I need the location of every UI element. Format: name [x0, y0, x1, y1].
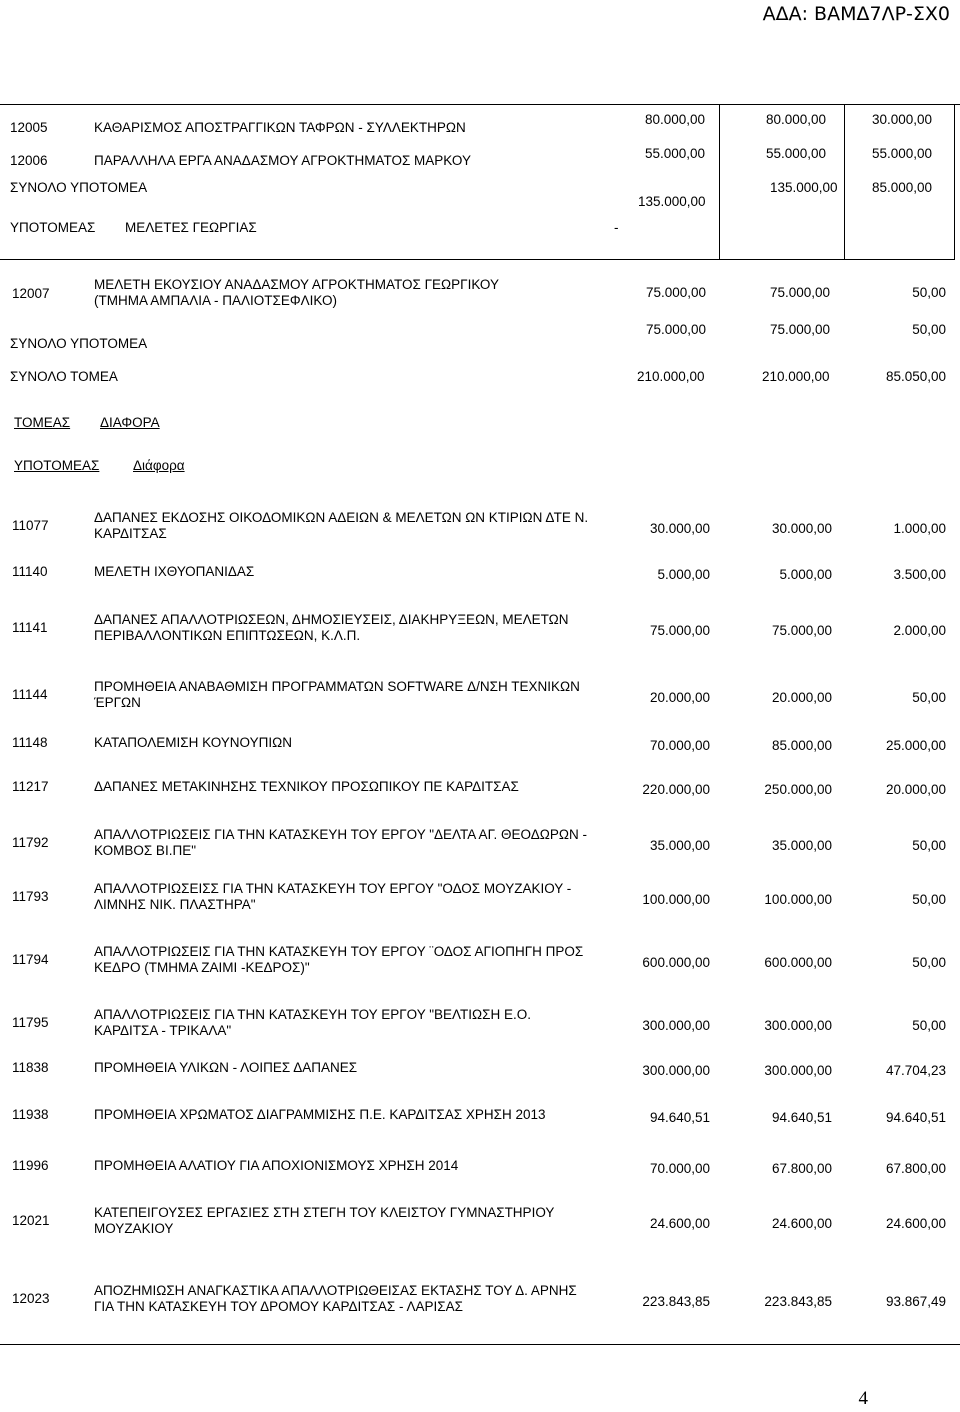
amount: 50,00: [912, 322, 946, 337]
amount: 210.000,00: [637, 369, 705, 384]
description: ΑΠΑΛΛΟΤΡΙΩΣΕΙΣ ΓΙΑ ΤΗΝ ΚΑΤΑΣΚΕΥΗ ΤΟΥ ΕΡΓΟΥ ¨ΟΔΟΣ ΑΓΙΟΠΗΓΗ ΠΡΟΣ ΚΕΔΡΟ (ΤΜΗΜΑ ΖΑΙΜΙ -ΚΕΔΡΟΣ)": [94, 944, 584, 975]
amount: 300.000,00: [764, 1063, 832, 1078]
description: ΠΡΟΜΗΘΕΙΑ ΧΡΩΜΑΤΟΣ ΔΙΑΓΡΑΜΜΙΣΗΣ Π.Ε. ΚΑΡΔΙΤΣΑΣ ΧΡΗΣΗ 2013: [94, 1107, 546, 1122]
code: 11793: [12, 889, 49, 904]
sector-label: ΤΟΜΕΑΣ: [14, 415, 71, 430]
rule: [954, 104, 955, 260]
code: 12006: [10, 153, 48, 168]
amount: 24.600,00: [771, 1216, 832, 1231]
code: 11938: [12, 1107, 49, 1122]
code: 11838: [12, 1060, 49, 1075]
rule: [0, 259, 955, 260]
description: ΠΡΟΜΗΘΕΙΑ ΥΛΙΚΩΝ - ΛΟΙΠΕΣ ΔΑΠΑΝΕΣ: [94, 1060, 358, 1075]
subtotal-label: ΣΥΝΟΛΟ ΥΠΟΤΟΜΕΑ: [10, 336, 148, 351]
subsector-label: ΥΠΟΤΟΜΕΑΣ: [10, 220, 96, 235]
amount: 80.000,00: [645, 112, 706, 127]
amount: 250.000,00: [764, 782, 832, 797]
description: ΚΑΤΕΠΕΙΓΟΥΣΕΣ ΕΡΓΑΣΙΕΣ ΣΤΗ ΣΤΕΓΗ ΤΟΥ ΚΛΕΙΣΤΟΥ ΓΥΜΝΑΣΤΗΡΙΟΥ ΜΟΥΖΑΚΙΟΥ: [94, 1205, 555, 1236]
amount: 30.000,00: [649, 521, 710, 536]
code: 11148: [12, 735, 48, 750]
amount: 85.000,00: [872, 180, 933, 195]
amount: 30.000,00: [872, 112, 933, 127]
amount: 5.000,00: [779, 567, 832, 582]
sector-name: ΔΙΑΦΟΡΑ: [100, 415, 160, 430]
amount: 50,00: [912, 285, 946, 300]
page-number: 4: [858, 1388, 868, 1409]
amount: 25.000,00: [885, 738, 946, 753]
code: 11144: [12, 687, 48, 702]
description: ΔΑΠΑΝΕΣ ΜΕΤΑΚΙΝΗΣΗΣ ΤΕΧΝΙΚΟΥ ΠΡΟΣΩΠΙΚΟΥ ΠΕ ΚΑΡΔΙΤΣΑΣ: [94, 779, 519, 794]
amount: 67.800,00: [885, 1161, 946, 1176]
amount: 75.000,00: [646, 322, 707, 337]
amount: 1.000,00: [893, 521, 946, 536]
amount: 20.000,00: [771, 690, 832, 705]
amount: 300.000,00: [642, 1018, 710, 1033]
rule: [0, 104, 960, 105]
amount: 75.000,00: [771, 623, 832, 638]
amount: 223.843,85: [764, 1294, 832, 1309]
amount: 75.000,00: [770, 322, 831, 337]
code: 12007: [12, 286, 50, 301]
amount: 5.000,00: [657, 567, 710, 582]
amount: 75.000,00: [646, 285, 707, 300]
description: ΜΕΛΕΤΗ ΕΚΟΥΣΙΟΥ ΑΝΑΔΑΣΜΟΥ ΑΓΡΟΚΤΗΜΑΤΟΣ ΓΕΩΡΓΙΚΟΥ (ΤΜΗΜΑ ΑΜΠΑΛΙΑ - ΠΑΛΙΟΤΣΕΦΛΙΚΟ): [94, 277, 499, 308]
amount: 93.867,49: [885, 1294, 946, 1309]
code: 11795: [12, 1015, 49, 1030]
amount: 50,00: [912, 690, 946, 705]
description: ΠΑΡΑΛΛΗΛΑ ΕΡΓΑ ΑΝΑΔΑΣΜΟΥ ΑΓΡΟΚΤΗΜΑΤΟΣ ΜΑΡΚΟΥ: [94, 153, 471, 168]
amount: 2.000,00: [893, 623, 946, 638]
amount: 223.843,85: [642, 1294, 710, 1309]
description: ΑΠΑΛΛΟΤΡΙΩΣΕΙΣ ΓΙΑ ΤΗΝ ΚΑΤΑΣΚΕΥΗ ΤΟΥ ΕΡΓΟΥ "ΒΕΛΤΙΩΣΗ Ε.Ο. ΚΑΡΔΙΤΣΑ - ΤΡΙΚΑΛΑ": [94, 1007, 531, 1038]
amount: 94.640,51: [649, 1110, 710, 1125]
subsector-name: Διάφορα: [133, 458, 185, 473]
code: 12021: [12, 1213, 50, 1228]
sector-total-label: ΣΥΝΟΛΟ ΤΟΜΕΑ: [10, 369, 118, 384]
amount: 70.000,00: [649, 738, 710, 753]
amount: 47.704,23: [885, 1063, 946, 1078]
description: ΚΑΘΑΡΙΣΜΟΣ ΑΠΟΣΤΡΑΓΓΙΚΩΝ ΤΑΦΡΩΝ - ΣΥΛΛΕΚΤΗΡΩΝ: [94, 120, 466, 135]
amount: 20.000,00: [649, 690, 710, 705]
amount: 50,00: [912, 892, 946, 907]
amount: 35.000,00: [649, 838, 710, 853]
code: 12023: [12, 1291, 50, 1306]
dash: -: [614, 220, 619, 235]
amount: 75.000,00: [649, 623, 710, 638]
rule: [0, 1344, 960, 1345]
amount: 85.000,00: [771, 738, 832, 753]
code: 11077: [12, 518, 49, 533]
subtotal-label: ΣΥΝΟΛΟ ΥΠΟΤΟΜΕΑ: [10, 180, 148, 195]
description: ΑΠΟΖΗΜΙΩΣΗ ΑΝΑΓΚΑΣΤΙΚΑ ΑΠΑΛΛΟΤΡΙΩΘΕΙΣΑΣ ΕΚΤΑΣΗΣ ΤΟΥ Δ. ΑΡΝΗΣ ΓΙΑ ΤΗΝ ΚΑΤΑΣΚΕΥΗ ΤΟΥ ΔΡΟΜΟΥ ΚΑΡΔΙΤΣΑΣ - ΛΑΡΙΣΑΣ: [94, 1283, 577, 1314]
code: 11996: [12, 1158, 49, 1173]
rule: [844, 104, 845, 260]
amount: 210.000,00: [762, 369, 830, 384]
description: ΑΠΑΛΛΟΤΡΙΩΣΕΙΣΣ ΓΙΑ ΤΗΝ ΚΑΤΑΣΚΕΥΗ ΤΟΥ ΕΡΓΟΥ "ΟΔΟΣ ΜΟΥΖΑΚΙΟΥ - ΛΙΜΝΗΣ ΝΙΚ. ΠΛΑΣΤΗΡΑ": [94, 881, 572, 912]
amount: 300.000,00: [642, 1063, 710, 1078]
amount: 20.000,00: [885, 782, 946, 797]
description: ΠΡΟΜΗΘΕΙΑ ΑΛΑΤΙΟΥ ΓΙΑ ΑΠΟΧΙΟΝΙΣΜΟΥΣ ΧΡΗΣΗ 2014: [94, 1158, 459, 1173]
amount: 30.000,00: [771, 521, 832, 536]
amount: 600.000,00: [764, 955, 832, 970]
rule: [719, 104, 720, 260]
subsector-name: ΜΕΛΕΤΕΣ ΓΕΩΡΓΙΑΣ: [125, 220, 257, 235]
amount: 67.800,00: [771, 1161, 832, 1176]
amount: 55.000,00: [645, 146, 706, 161]
amount: 50,00: [912, 1018, 946, 1033]
description: ΜΕΛΕΤΗ ΙΧΘΥΟΠΑΝΙΔΑΣ: [94, 564, 255, 579]
amount: 135.000,00: [638, 194, 706, 209]
description: ΔΑΠΑΝΕΣ ΑΠΑΛΛΟΤΡΙΩΣΕΩΝ, ΔΗΜΟΣΙΕΥΣΕΙΣ, ΔΙΑΚΗΡΥΞΕΩΝ, ΜΕΛΕΤΩΝ ΠΕΡΙΒΑΛΛΟΝΤΙΚΩΝ ΕΠΙΠΤΩΣΕΩΝ, Κ.Λ.Π.: [94, 612, 569, 643]
amount: 600.000,00: [642, 955, 710, 970]
code: 12005: [10, 120, 48, 135]
amount: 94.640,51: [771, 1110, 832, 1125]
code: 11141: [12, 620, 48, 635]
amount: 135.000,00: [770, 180, 838, 195]
amount: 50,00: [912, 838, 946, 853]
description: ΔΑΠΑΝΕΣ ΕΚΔΟΣΗΣ ΟΙΚΟΔΟΜΙΚΩΝ ΑΔΕΙΩΝ & ΜΕΛΕΤΩΝ ΩΝ ΚΤΙΡΙΩΝ ΔΤΕ Ν. ΚΑΡΔΙΤΣΑΣ: [94, 510, 589, 541]
description: ΚΑΤΑΠΟΛΕΜΙΣΗ ΚΟΥΝΟΥΠΙΩΝ: [94, 735, 292, 750]
amount: 220.000,00: [642, 782, 710, 797]
amount: 85.050,00: [885, 369, 946, 384]
amount: 55.000,00: [872, 146, 933, 161]
amount: 35.000,00: [771, 838, 832, 853]
description: ΠΡΟΜΗΘΕΙΑ ΑΝΑΒΑΘΜΙΣΗ ΠΡΟΓΡΑΜΜΑΤΩΝ SOFTWARE Δ/ΝΣΗ ΤΕΧΝΙΚΩΝ ΈΡΓΩΝ: [94, 679, 580, 710]
amount: 24.600,00: [649, 1216, 710, 1231]
code: 11140: [12, 564, 48, 579]
code: 11794: [12, 952, 49, 967]
amount: 55.000,00: [766, 146, 827, 161]
amount: 100.000,00: [642, 892, 710, 907]
subsector-label: ΥΠΟΤΟΜΕΑΣ: [14, 458, 100, 473]
description: ΑΠΑΛΛΟΤΡΙΩΣΕΙΣ ΓΙΑ ΤΗΝ ΚΑΤΑΣΚΕΥΗ ΤΟΥ ΕΡΓΟΥ "ΔΕΛΤΑ ΑΓ. ΘΕΟΔΩΡΩΝ - ΚΟΜΒΟΣ ΒΙ.ΠΕ": [94, 827, 587, 858]
amount: 24.600,00: [885, 1216, 946, 1231]
amount: 50,00: [912, 955, 946, 970]
ada-header: ΑΔΑ: ΒΑΜΔ7ΛΡ-ΣΧ0: [762, 3, 950, 25]
code: 11792: [12, 835, 49, 850]
code: 11217: [12, 779, 49, 794]
amount: 3.500,00: [893, 567, 946, 582]
amount: 94.640,51: [885, 1110, 946, 1125]
amount: 75.000,00: [770, 285, 831, 300]
amount: 300.000,00: [764, 1018, 832, 1033]
amount: 80.000,00: [766, 112, 827, 127]
amount: 70.000,00: [649, 1161, 710, 1176]
amount: 100.000,00: [764, 892, 832, 907]
